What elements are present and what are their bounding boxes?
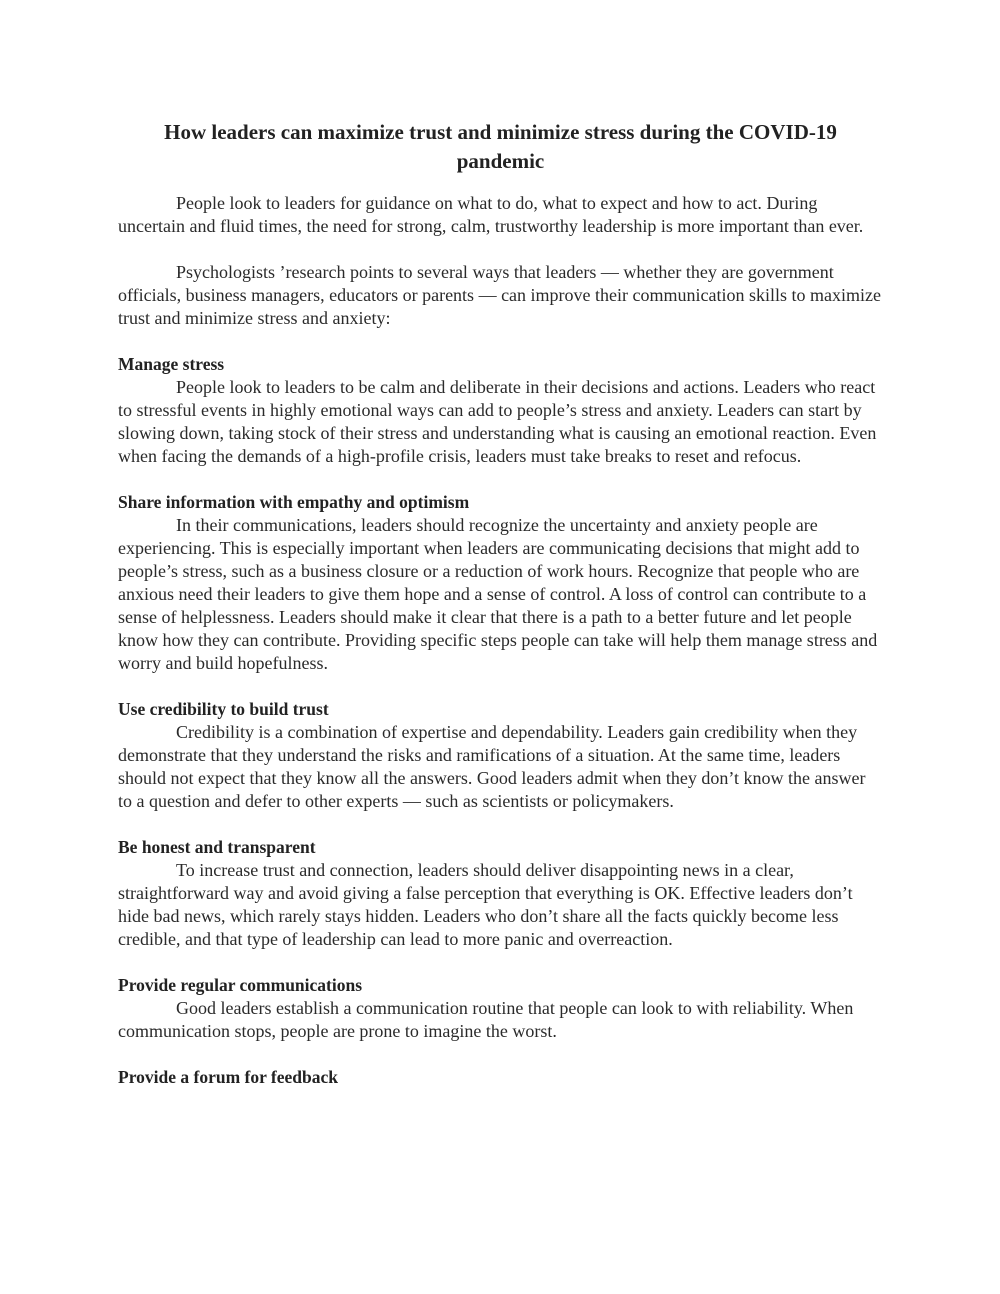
section-forum-feedback — [118, 1066, 883, 1089]
section-body: Good leaders establish a communication routine that people can look to with reliability. When communication stops, people are prone to imagine the worst. — [118, 998, 854, 1041]
section-body: People look to leaders to be calm and deliberate in their decisions and actions. Leaders who react to stressful events in highly emotional ways can add to people’s stress and anxiety. Leaders can start by slowing down, taking stock of their stress and understanding what is causing an emotional reaction. Even when facing the demands of a high-profile crisis, leaders must take breaks to reset and refocus. — [118, 377, 877, 466]
document-page — [118, 118, 883, 1112]
section-body: To increase trust and connection, leaders should deliver disappointing news in a clear, straightforward way and avoid giving a false perception that everything is OK. Effective leaders don’t hide bad news, which rarely stays hidden. Leaders who don’t share all the facts quickly become less credible, and that type of leadership can lead to more panic and overreaction. — [118, 860, 853, 949]
document-title: How leaders can maximize trust and minimize stress during the COVID-19 pandemic — [164, 120, 837, 173]
section-body: Credibility is a combination of expertise and dependability. Leaders gain credibility when they demonstrate that they understand the risks and ramifications of a situation. At the same time, leaders should not expect that they know all the answers. Good leaders admit when they don’t know the answer to a question and defer to other experts — such as scientists or policymakers. — [118, 722, 866, 811]
section-manage-stress — [118, 353, 883, 468]
section-heading: Provide a forum for feedback — [118, 1067, 339, 1087]
section-body: In their communications, leaders should recognize the uncertainty and anxiety people are experiencing. This is especially important when leaders are communicating decisions that might add to people’s stress, such as a business closure or a reduction of work hours. Recognize that people who are anxious need their leaders to give them hope and a sense of control. A loss of control can contribute to a sense of helplessness. Leaders should make it clear that there is a path to a better future and let people know how they can contribute. Providing specific steps people can take will help them manage stress and worry and build hopefulness. — [118, 515, 878, 673]
section-share-information — [118, 491, 883, 675]
intro-paragraph: Psychologists ’research points to several ways that leaders — whether they are government officials, business managers, educators or parents — can improve their communication skills to maximize trust and minimize stress and anxiety: — [118, 262, 881, 328]
section-credibility — [118, 698, 883, 813]
section-heading: Share information with empathy and optimism — [118, 492, 470, 512]
intro-paragraph: People look to leaders for guidance on what to do, what to expect and how to act. During uncertain and fluid times, the need for strong, calm, trustworthy leadership is more important than ever. — [118, 193, 864, 236]
section-heading: Be honest and transparent — [118, 837, 316, 857]
section-heading: Manage stress — [118, 354, 225, 374]
section-honest-transparent — [118, 836, 883, 951]
section-heading: Use credibility to build trust — [118, 699, 329, 719]
section-regular-communications — [118, 974, 883, 1043]
section-heading: Provide regular communications — [118, 975, 363, 995]
